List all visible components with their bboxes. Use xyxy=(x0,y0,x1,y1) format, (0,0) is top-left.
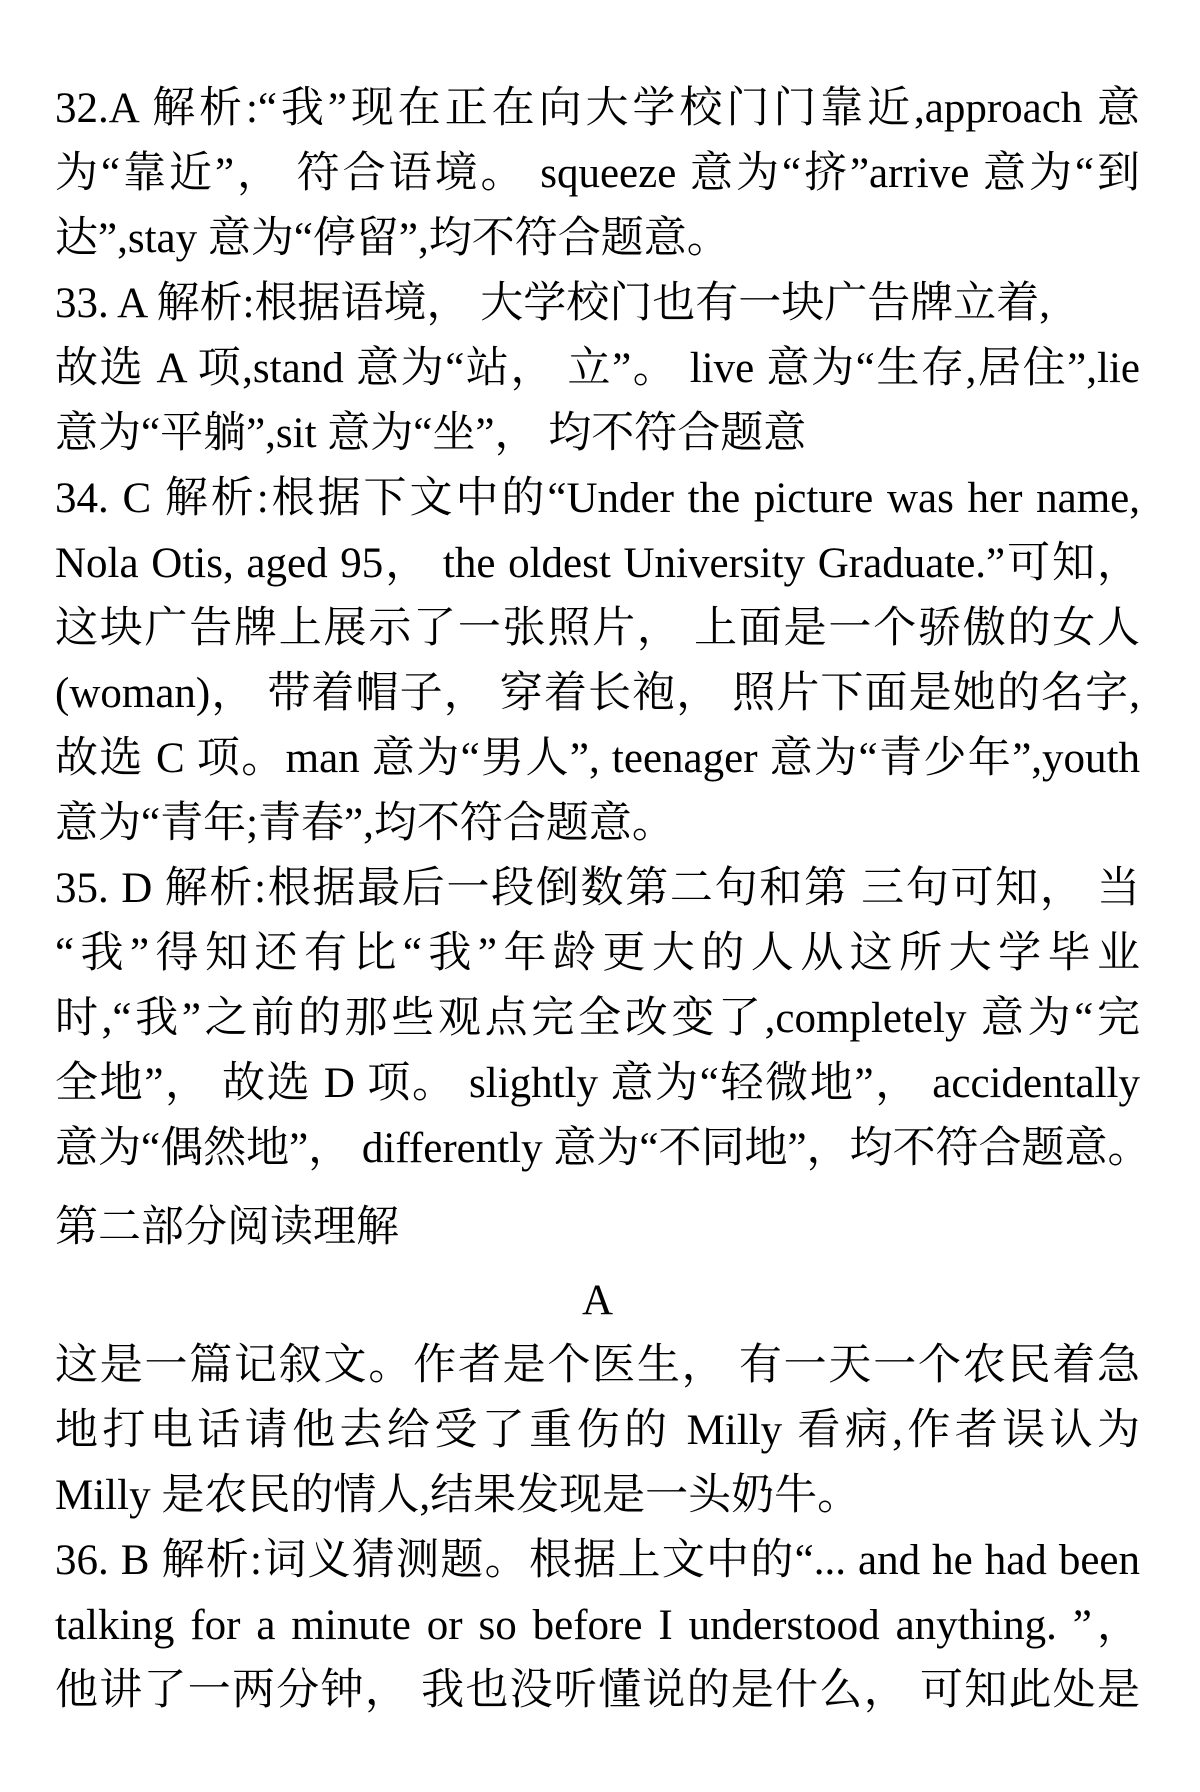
text-line: 这是一篇记叙文。作者是个医生， 有一天一个农民着急 xyxy=(55,1342,1140,1389)
text-line: Milly 是农民的情人,结果发现是一头奶牛。 xyxy=(55,1472,861,1519)
text-line: 36. B 解析:词义猜测题。根据上文中的“... and he had been xyxy=(55,1537,1140,1584)
text-line: “我”得知还有比“我”年龄更大的人从这所大学毕业 xyxy=(55,930,1140,977)
section-title: 第二部分阅读理解 xyxy=(55,1204,399,1251)
text-line: Nola Otis, aged 95， the oldest University Graduate.”可知， xyxy=(55,540,1140,587)
text-line: 达”,stay 意为“停留”,均不符合题意。 xyxy=(55,215,730,262)
document-page xyxy=(55,76,1151,1723)
text-line: 时,“我”之前的那些观点完全改变了,completely 意为“完 xyxy=(55,995,1140,1042)
text-line: 他讲了一两分钟， 我也没听懂说的是什么， 可知此处是 xyxy=(55,1667,1140,1714)
text-line: 这块广告牌上展示了一张照片， 上面是一个骄傲的女人 xyxy=(55,605,1140,652)
text-line: 全地”， 故选 D 项。 slightly 意为“轻微地”， accidentally xyxy=(55,1060,1140,1107)
text-line: 故选 A 项,stand 意为“站， 立”。 live 意为“生存,居住”,lie xyxy=(55,345,1140,392)
text-line: 33. A 解析:根据语境， 大学校门也有一块广告牌立着, xyxy=(55,280,1051,327)
text-line: 32.A 解析:“我”现在正在向大学校门门靠近,approach 意 xyxy=(55,85,1140,132)
text-line: 为“靠近”， 符合语境。 squeeze 意为“挤”arrive 意为“到 xyxy=(55,150,1140,197)
text-line: (woman)， 带着帽子， 穿着长袍， 照片下面是她的名字, xyxy=(55,670,1140,717)
text-line: 地打电话请他去给受了重伤的 Milly 看病,作者误认为 xyxy=(55,1407,1140,1454)
text-line: 35. D 解析:根据最后一段倒数第二句和第 三句可知， 当 xyxy=(55,865,1140,912)
text-line: 故选 C 项。man 意为“男人”, teenager 意为“青少年”,youth xyxy=(55,735,1140,782)
text-line: 意为“偶然地”， differently 意为“不同地”，均不符合题意。 xyxy=(55,1125,1151,1172)
text-line: talking for a minute or so before I understood anything. ”， xyxy=(55,1602,1140,1649)
text-line: 34. C 解析:根据下文中的“Under the picture was her name, xyxy=(55,475,1140,522)
section-heading-a: A xyxy=(581,1277,614,1324)
text-line: 意为“青年;青春”,均不符合题意。 xyxy=(55,800,675,847)
text-line: 意为“平躺”,sit 意为“坐”， 均不符合题意 xyxy=(55,410,807,457)
